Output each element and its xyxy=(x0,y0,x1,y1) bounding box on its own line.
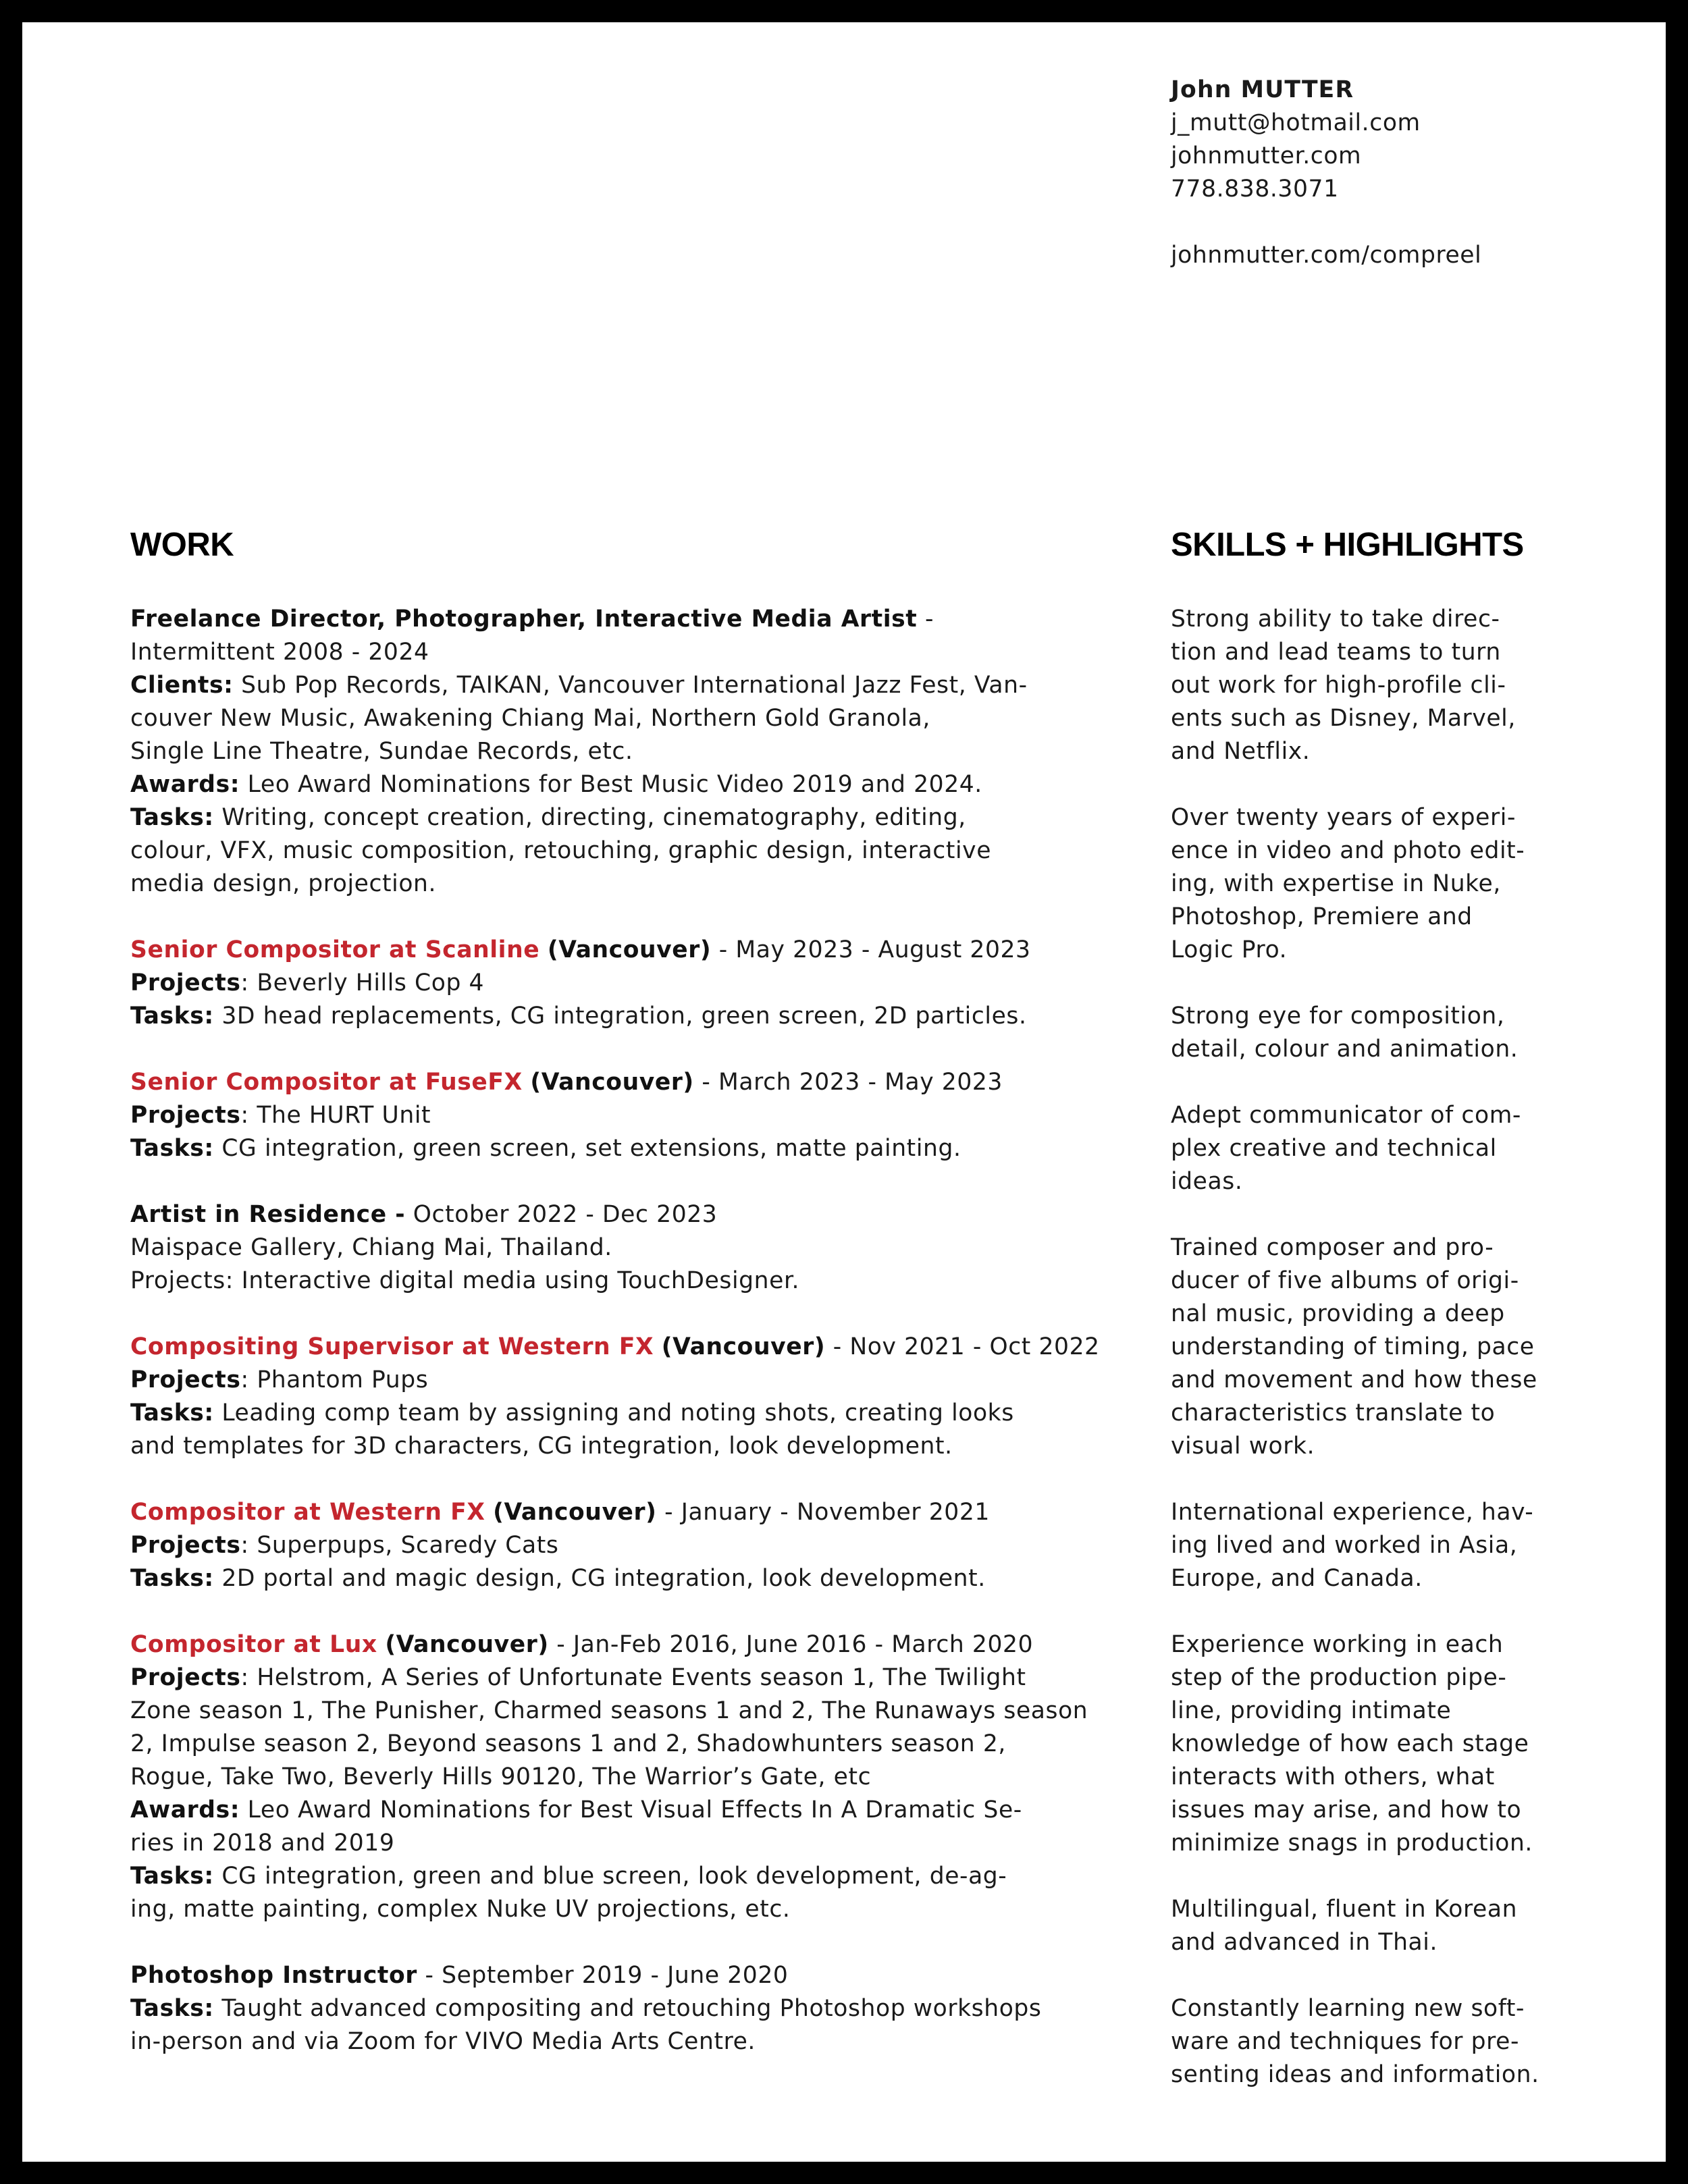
job-dates: October 2022 - Dec 2023 xyxy=(405,1201,718,1228)
tasks-label: Tasks: xyxy=(130,1863,214,1890)
job-dates: - September 2019 - June 2020 xyxy=(417,1962,789,1989)
awards-line xyxy=(130,768,1163,801)
tasks-text: ing, matte painting, complex Nuke UV projections, etc. xyxy=(130,1896,791,1923)
job-title-line xyxy=(130,1959,1163,1992)
job-title-line xyxy=(130,1198,1163,1231)
skill-line: International experience, hav- xyxy=(1171,1499,1534,1526)
skill-line: Strong ability to take direc- xyxy=(1171,606,1500,633)
job-dates: - May 2023 - August 2023 xyxy=(711,936,1031,963)
job-title-line xyxy=(130,1066,1163,1099)
tasks-line xyxy=(130,801,1163,834)
tasks-label: Tasks: xyxy=(130,1400,214,1427)
skill-pipeline xyxy=(1171,1628,1657,1860)
skill-international xyxy=(1171,1496,1657,1595)
tasks-text: Taught advanced compositing and retouching Photoshop workshops xyxy=(213,1995,1042,2022)
projects-label: Projects xyxy=(130,1664,241,1691)
projects-line xyxy=(130,967,1163,1000)
projects-text: Superpups, Scaredy Cats xyxy=(248,1532,559,1559)
skill-line: and Netflix. xyxy=(1171,738,1311,765)
skill-line: and advanced in Thai. xyxy=(1171,1929,1438,1956)
skill-line: tion and lead teams to turn xyxy=(1171,639,1501,666)
projects-label: Projects xyxy=(130,969,241,996)
skill-line: ware and techniques for pre- xyxy=(1171,2028,1520,2055)
job-title-line xyxy=(130,1628,1163,1661)
job-dates: Intermittent 2008 - 2024 xyxy=(130,639,429,666)
tasks-text: 2D portal and magic design, CG integration, look development. xyxy=(213,1565,986,1592)
projects-label: Projects xyxy=(130,1102,241,1129)
job-title: Compositing Supervisor at Western FX xyxy=(130,1333,654,1360)
tasks-label: Tasks: xyxy=(130,804,214,831)
colon: : xyxy=(240,1366,249,1393)
contact-reel-link[interactable]: johnmutter.com/compreel xyxy=(1171,242,1482,269)
job-title-line xyxy=(130,603,1163,636)
colon: : xyxy=(240,969,249,996)
job-westernfx xyxy=(130,1496,1163,1595)
skill-line: ence in video and photo edit- xyxy=(1171,837,1525,864)
skill-line: issues may arise, and how to xyxy=(1171,1796,1522,1823)
projects-text: 2, Impulse season 2, Beyond seasons 1 and 2, Shadowhunters season 2, xyxy=(130,1730,1006,1757)
tasks-line xyxy=(130,1992,1163,2025)
job-residence xyxy=(130,1198,1163,1298)
work-heading: WORK xyxy=(130,527,234,563)
job-dates: - Nov 2021 - Oct 2022 xyxy=(825,1333,1100,1360)
skill-line: detail, colour and animation. xyxy=(1171,1036,1519,1063)
tasks-text: Leading comp team by assigning and noting shots, creating looks xyxy=(213,1400,1014,1427)
skill-learning xyxy=(1171,1992,1657,2092)
skill-line: ing, with expertise in Nuke, xyxy=(1171,870,1501,897)
skill-line: out work for high-profile cli- xyxy=(1171,672,1506,699)
projects-line xyxy=(130,1529,1163,1562)
clients-text: Sub Pop Records, TAIKAN, Vancouver International Jazz Fest, Van- xyxy=(233,672,1028,699)
projects-text: The HURT Unit xyxy=(248,1102,431,1129)
contact-name: John MUTTER xyxy=(1171,76,1354,103)
job-freelance xyxy=(130,603,1163,901)
projects-text: Zone season 1, The Punisher, Charmed seasons 1 and 2, The Runaways season xyxy=(130,1697,1088,1724)
skill-line: Constantly learning new soft- xyxy=(1171,1995,1525,2022)
job-scanline xyxy=(130,934,1163,1033)
projects-label: Projects xyxy=(130,1532,241,1559)
awards-label: Awards: xyxy=(130,1796,240,1823)
skill-line: step of the production pipe- xyxy=(1171,1664,1507,1691)
awards-text: Leo Award Nominations for Best Music Video 2019 and 2024. xyxy=(240,771,982,798)
tasks-label: Tasks: xyxy=(130,1003,214,1030)
tasks-text: Writing, concept creation, directing, cinematography, editing, xyxy=(213,804,966,831)
skill-line: nal music, providing a deep xyxy=(1171,1300,1505,1327)
title-suffix: - xyxy=(917,606,934,633)
projects-line xyxy=(130,1364,1163,1397)
awards-text: Leo Award Nominations for Best Visual Effects In A Dramatic Se- xyxy=(240,1796,1022,1823)
job-title-line xyxy=(130,1496,1163,1529)
skill-composer xyxy=(1171,1231,1657,1463)
colon: : xyxy=(240,1532,249,1559)
skill-communicator xyxy=(1171,1099,1657,1198)
tasks-text: 3D head replacements, CG integration, green screen, 2D particles. xyxy=(213,1003,1027,1030)
tasks-text: colour, VFX, music composition, retouching, graphic design, interactive xyxy=(130,837,992,864)
tasks-line xyxy=(130,1562,1163,1595)
job-title-line xyxy=(130,1331,1163,1364)
skill-line: line, providing intimate xyxy=(1171,1697,1452,1724)
skill-line: Photoshop, Premiere and xyxy=(1171,903,1473,930)
projects-text: Phantom Pups xyxy=(248,1366,429,1393)
work-section xyxy=(130,603,1163,2092)
skills-heading: SKILLS + HIGHLIGHTS xyxy=(1171,527,1524,563)
skill-multilingual xyxy=(1171,1893,1657,1959)
job-dates: - March 2023 - May 2023 xyxy=(693,1069,1003,1096)
skill-line: Strong eye for composition, xyxy=(1171,1003,1505,1030)
skill-line: visual work. xyxy=(1171,1433,1315,1460)
skill-line: plex creative and technical xyxy=(1171,1135,1497,1162)
clients-text: couver New Music, Awakening Chiang Mai, Northern Gold Granola, xyxy=(130,705,930,732)
contact-block xyxy=(1171,74,1481,272)
colon: : xyxy=(240,1102,249,1129)
tasks-line xyxy=(130,1000,1163,1033)
skill-line: Europe, and Canada. xyxy=(1171,1565,1423,1592)
projects-text: Helstrom, A Series of Unfortunate Events season 1, The Twilight xyxy=(248,1664,1026,1691)
projects-text: Beverly Hills Cop 4 xyxy=(248,969,485,996)
skills-section xyxy=(1171,603,1657,2125)
skill-line: ducer of five albums of origi- xyxy=(1171,1267,1519,1294)
tasks-label: Tasks: xyxy=(130,1565,214,1592)
awards-line xyxy=(130,1794,1163,1827)
job-title: Senior Compositor at Scanline xyxy=(130,936,540,963)
awards-text: ries in 2018 and 2019 xyxy=(130,1830,395,1857)
skill-eye xyxy=(1171,1000,1657,1066)
job-title: Compositor at Lux xyxy=(130,1631,377,1658)
tasks-label: Tasks: xyxy=(130,1135,214,1162)
skill-line: Adept communicator of com- xyxy=(1171,1102,1521,1129)
skill-line: ideas. xyxy=(1171,1168,1243,1195)
skill-line: characteristics translate to xyxy=(1171,1400,1496,1427)
job-location: (Vancouver) xyxy=(547,936,712,963)
skill-line: senting ideas and information. xyxy=(1171,2061,1539,2088)
residence-projects: Projects: Interactive digital media using TouchDesigner. xyxy=(130,1267,800,1294)
job-lux xyxy=(130,1628,1163,1926)
tasks-line xyxy=(130,1860,1163,1893)
skill-line: Multilingual, fluent in Korean xyxy=(1171,1896,1518,1923)
job-title: Freelance Director, Photographer, Interactive Media Artist xyxy=(130,606,918,633)
tasks-text: in-person and via Zoom for VIVO Media Arts Centre. xyxy=(130,2028,756,2055)
job-location: (Vancouver) xyxy=(530,1069,694,1096)
skill-line: Trained composer and pro- xyxy=(1171,1234,1494,1261)
skill-direction xyxy=(1171,603,1657,768)
job-location: (Vancouver) xyxy=(493,1499,657,1526)
projects-text: Rogue, Take Two, Beverly Hills 90120, The Warrior’s Gate, etc xyxy=(130,1763,872,1790)
tasks-line xyxy=(130,1397,1163,1430)
job-title-line xyxy=(130,934,1163,967)
tasks-text: CG integration, green screen, set extensions, matte painting. xyxy=(213,1135,961,1162)
skill-line: minimize snags in production. xyxy=(1171,1830,1533,1857)
tasks-text: CG integration, green and blue screen, look development, de-ag- xyxy=(213,1863,1007,1890)
skill-experience xyxy=(1171,801,1657,967)
tasks-text: media design, projection. xyxy=(130,870,437,897)
skill-line: Logic Pro. xyxy=(1171,936,1288,963)
awards-label: Awards: xyxy=(130,771,240,798)
job-title: Compositor at Western FX xyxy=(130,1499,485,1526)
job-fusefx xyxy=(130,1066,1163,1165)
colon: : xyxy=(240,1664,249,1691)
contact-website[interactable]: johnmutter.com xyxy=(1171,142,1362,169)
residence-location: Maispace Gallery, Chiang Mai, Thailand. xyxy=(130,1234,612,1261)
projects-line xyxy=(130,1099,1163,1132)
clients-text: Single Line Theatre, Sundae Records, etc. xyxy=(130,738,633,765)
job-location: (Vancouver) xyxy=(385,1631,549,1658)
clients-label: Clients: xyxy=(130,672,234,699)
tasks-line xyxy=(130,1132,1163,1165)
job-photoshop-instructor xyxy=(130,1959,1163,2058)
contact-spacer xyxy=(1171,206,1481,239)
skill-line: interacts with others, what xyxy=(1171,1763,1495,1790)
skill-line: ing lived and worked in Asia, xyxy=(1171,1532,1518,1559)
skill-line: understanding of timing, pace xyxy=(1171,1333,1535,1360)
skill-line: knowledge of how each stage xyxy=(1171,1730,1529,1757)
contact-phone: 778.838.3071 xyxy=(1171,176,1339,203)
projects-label: Projects xyxy=(130,1366,241,1393)
skill-line: Over twenty years of experi- xyxy=(1171,804,1516,831)
job-title: Photoshop Instructor xyxy=(130,1962,417,1989)
skill-line: ents such as Disney, Marvel, xyxy=(1171,705,1516,732)
job-location: (Vancouver) xyxy=(661,1333,826,1360)
tasks-label: Tasks: xyxy=(130,1995,214,2022)
resume-page xyxy=(22,22,1666,2162)
projects-line xyxy=(130,1661,1163,1695)
job-dates: - Jan-Feb 2016, June 2016 - March 2020 xyxy=(548,1631,1034,1658)
skill-line: Experience working in each xyxy=(1171,1631,1504,1658)
job-westernfx-supervisor xyxy=(130,1331,1163,1463)
job-title: Senior Compositor at FuseFX xyxy=(130,1069,523,1096)
skill-line: and movement and how these xyxy=(1171,1366,1537,1393)
clients-line xyxy=(130,669,1163,702)
job-title: Artist in Residence - xyxy=(130,1201,406,1228)
tasks-text: and templates for 3D characters, CG integration, look development. xyxy=(130,1433,953,1460)
job-dates: - January - November 2021 xyxy=(656,1499,990,1526)
contact-email[interactable]: j_mutt@hotmail.com xyxy=(1171,109,1421,136)
